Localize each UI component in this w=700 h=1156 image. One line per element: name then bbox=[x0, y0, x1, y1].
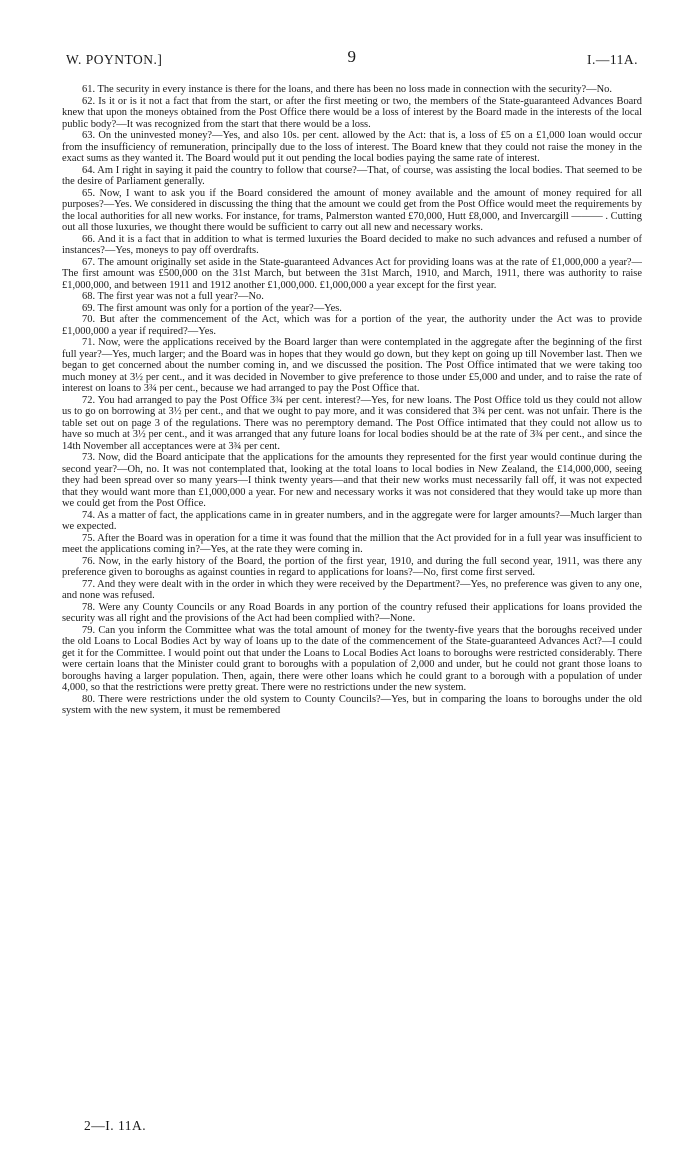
paragraph-68: 68. The first year was not a full year?—No. bbox=[82, 291, 264, 302]
document-reference: I.—11A. bbox=[587, 52, 638, 67]
page-header bbox=[62, 40, 642, 70]
paragraph-76: 76. Now, in the early history of the Board, the portion of the first year, 1910, and during the full second year, 1911, was there any preference given to boroughs as against counties in regard to applications for loans?—No, first come first served. bbox=[62, 555, 642, 578]
paragraph-69: 69. The first amount was only for a portion of the year?—Yes. bbox=[82, 302, 342, 314]
paragraph-77: 77. And they were dealt with in the order in which they were received by the Department?—Yes, no preference was given to any one, and none was refused. bbox=[62, 578, 642, 601]
page-number: 9 bbox=[347, 47, 357, 66]
paragraph-72: 72. You had arranged to pay the Post Office 3¾ per cent. interest?—Yes, for new loans. The Post Office told us they could not allow us to go on borrowing at 3½ per cent., and that we ought to pay more, and it was considered that 3¾ per cent. was not unfair. There is the table set out on page 3 of the regulations. There was no peremptory demand. The Post Office intimated that they could not allow us to have so much at 3½ per cent., and it was arranged that any future loans for local bodies should be at the rate of 3¾ per cent., and since the 14th November all acceptances were at 3¾ per cent. bbox=[62, 394, 642, 452]
paragraph-74: 74. As a matter of fact, the applications came in in greater numbers, and in the aggregate were for larger amounts?—Much larger than we expected. bbox=[62, 509, 642, 532]
paragraph-62: 62. Is it or is it not a fact that from the start, or after the first meeting or two, the members of the State-guaranteed Advances Board knew that upon the moneys obtained from the Post Office there would be a loss of interest by the Board made in the interests of the local public body?—It was recognized from the start that there would be a loss. bbox=[62, 95, 642, 130]
document-body bbox=[62, 84, 642, 717]
paragraph-70: 70. But after the commencement of the Act, which was for a portion of the year, the authority under the Act was to provide £1,000,000 a year if required?—Yes. bbox=[62, 314, 642, 337]
paragraph-66: 66. And it is a fact that in addition to what is termed luxuries the Board decided to make no such advances and refused a number of instances?—Yes, moneys to pay off overdrafts. bbox=[62, 233, 642, 256]
paragraph-78: 78. Were any County Councils or any Road Boards in any portion of the country refused their applications for loans provided the security was all right and the provisions of the Act had been complied with?—None. bbox=[62, 601, 642, 624]
paragraph-73: 73. Now, did the Board anticipate that the applications for the amounts they represented for the first year would continue during the second year?—Oh, no. It was not contemplated that, looking at the total loans to local bodies in New Zealand, the £14,000,000, seeing they had been spread over so many years—I think twenty years—and that their new works must necessarily fall off, it was not expected that they would want more than £1,000,000 a year. For new and necessary works it was not considered that they would take up more than we could get from the Post Office. bbox=[62, 452, 642, 509]
witness-name: W. POYNTON.] bbox=[66, 52, 163, 67]
paragraph-61: 61. The security in every instance is there for the loans, and there has been no loss made in connection with the security?—No. bbox=[82, 84, 612, 95]
paragraph-64: 64. Am I right in saying it paid the country to follow that course?—That, of course, was assisting the local bodies. That seemed to be the desire of Parliament generally. bbox=[62, 164, 642, 187]
paragraph-75: 75. After the Board was in operation for a time it was found that the million that the Act provided for in a full year was insufficient to meet the applications coming in?—Yes, at the rate they were coming in. bbox=[62, 532, 642, 555]
paragraph-79: 79. Can you inform the Committee what was the total amount of money for the twenty-five years that the boroughs received under the old Loans to Local Bodies Act by way of loans up to the date of the commencement of the State-guaranteed Advances Act?—I could get it for the Committee. I would point out that under the Loans to Local Bodies Act loans to boroughs were restricted considerably. There were certain loans that the Minister could grant to boroughs with a population of 2,000 and under, but he could not grant those loans to boroughs having a larger population. Then, again, there were other loans which he could grant to a borough with a population of under 4,000, so that the restrictions were pretty great. There were no restrictions under the new system. bbox=[62, 624, 642, 693]
paragraph-63: 63. On the uninvested money?—Yes, and also 10s. per cent. allowed by the Act: that is, a loss of £5 on a £1,000 loan would occur from the insufficiency of remuneration, principally due to the loss of interest. The Board knew that they could not raise the money in the exact sums as they wanted it. The Board would put it out pending the local bodies paying the same rate of interest. bbox=[62, 130, 642, 164]
paragraph-67: 67. The amount originally set aside in the State-guaranteed Advances Act for providing loans was at the rate of £1,000,000 a year?—The first amount was £500,000 on the 31st March, but between the 31st March, 1910, and March, 1911, there was authority to raise £1,000,000, and between 1911 and 1912 another £1,000,000. £1,000,000 a year except for the first year. bbox=[62, 256, 642, 291]
paragraph-65: 65. Now, I want to ask you if the Board considered the amount of money available and the amount of money required for all purposes?—Yes. We considered in discussing the thing that the amount we could get from the Post Office would meet the requirements by the local authorities for all new works. For instance, for trams, Palmerston wanted £70,000, Hutt £8,000, and Invercargill ——— . Cutting out all those luxuries, we thought there would be sufficient to carry out all new and necessary works. bbox=[62, 187, 642, 233]
paragraph-71: 71. Now, were the applications received by the Board larger than were contemplated in the aggregate after the beginning of the first full year?—Yes, much larger; and the Board was in hopes that they would go down, but they kept on going up till November last. Then we began to get concerned about the number coming in, and we discussed the position. The Post Office intimated that we were taking too much money at 3½ per cent., and it was decided in November to give preference to those under £5,000 and under, and to raise the rate of interest on loans to 3¾ per cent., because we had arranged to pay the Post Office that. bbox=[62, 337, 642, 394]
signature-mark: 2—I. 11A. bbox=[84, 1118, 147, 1133]
paragraph-80: 80. There were restrictions under the old system to County Councils?—Yes, but in comparing the loans to boroughs under the old system with the new system, it must be remembered bbox=[62, 693, 642, 716]
